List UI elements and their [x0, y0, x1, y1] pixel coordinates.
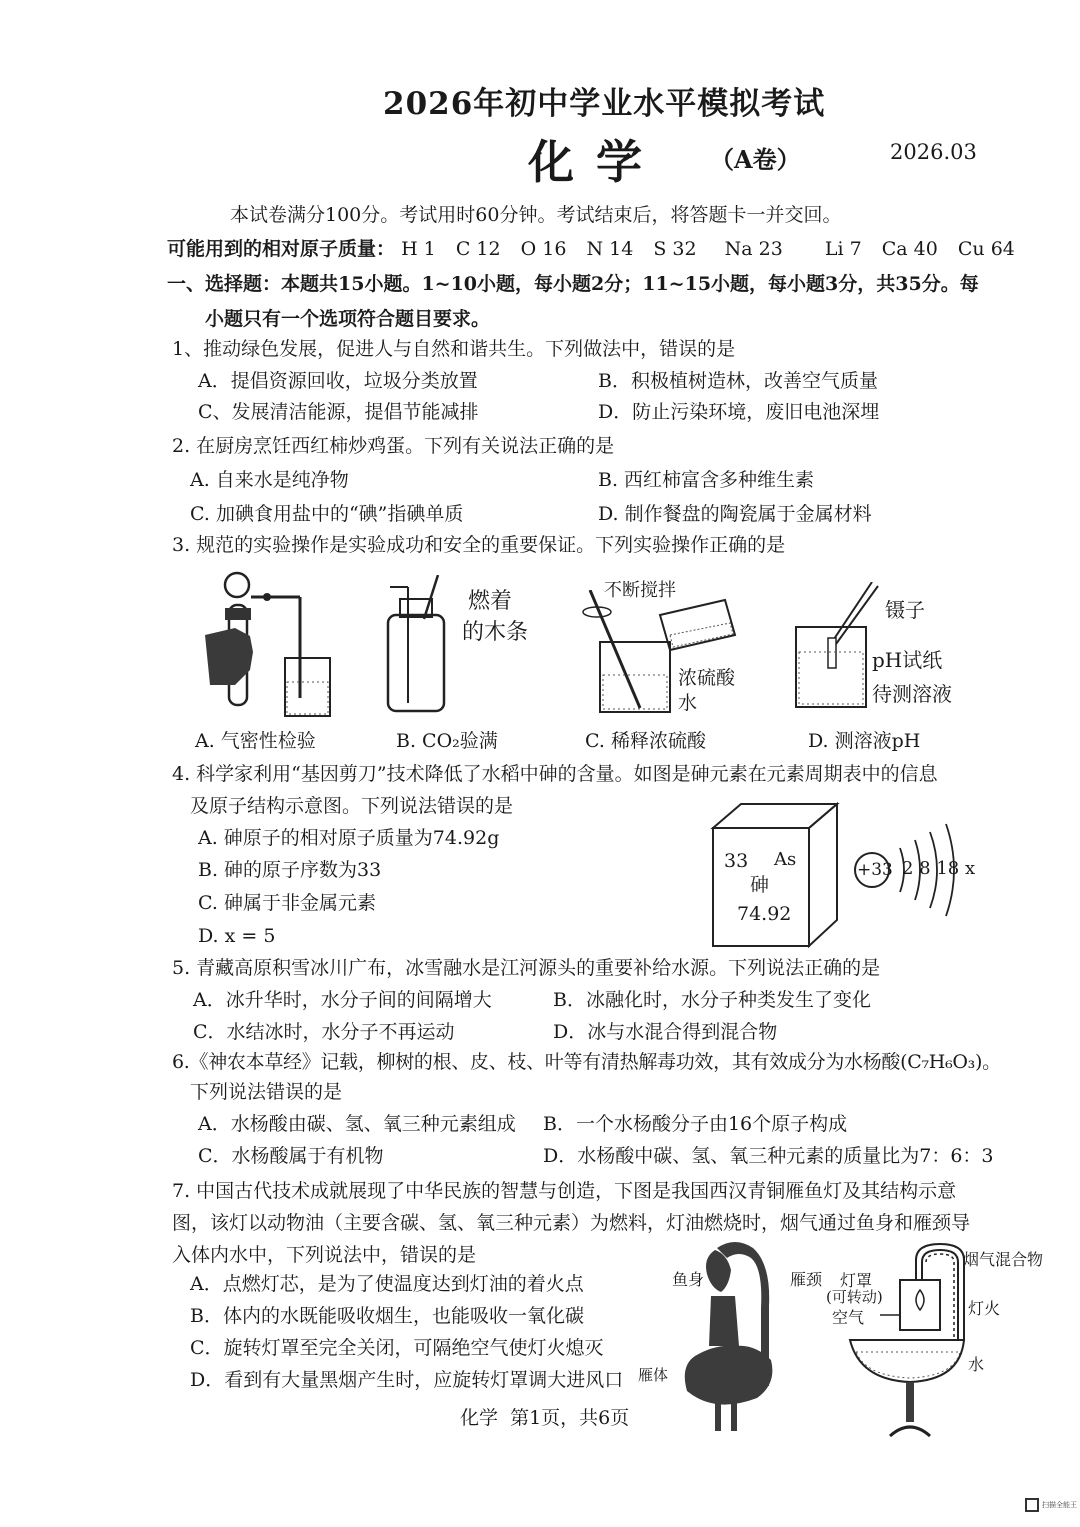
- beaker-c-liquid: [603, 675, 667, 709]
- lamp-goose-neck-label: 雁颈: [790, 1270, 823, 1289]
- lamp-body-silhouette: [709, 1296, 739, 1346]
- question-4-stem-line1: 4. 科学家利用“基因剪刀”技术降低了水稻中砷的含量。如图是砷元素在元素周期表中的信息: [172, 763, 938, 785]
- q3-c-water-label: 水: [678, 692, 698, 714]
- lamp-shade-label-2: (可转动): [826, 1288, 883, 1306]
- q3-d-solution-label: 待测溶液: [872, 682, 952, 706]
- q3-figure-b-co2-check: [380, 575, 460, 715]
- question-5-stem: 5. 青藏高原积雪冰川广布，冰雪融水是江河源头的重要补给水源。下列说法正确的是: [172, 957, 881, 979]
- lamp-water-label: 水: [968, 1355, 985, 1374]
- q3-d-ph-paper-label: pH试纸: [872, 648, 943, 672]
- atomic-masses-label: 可能用到的相对原子质量：: [167, 238, 396, 260]
- paper-version: （A卷）: [710, 145, 801, 174]
- structure-base: [890, 1427, 930, 1436]
- exam-note: 本试卷满分100分。考试用时60分钟。考试结束后，将答题卡一并交回。: [230, 204, 842, 226]
- question-2-option-c: C. 加碘食用盐中的“碘”指碘单质: [190, 503, 464, 525]
- question-6-option-c: C．水杨酸属于有机物: [198, 1145, 384, 1167]
- structure-basin: [850, 1340, 964, 1382]
- rubber-bulb-shape: [225, 573, 249, 597]
- question-4-option-a: A. 砷原子的相对原子质量为74.92g: [198, 827, 500, 849]
- element-box-arsenic: [705, 800, 845, 950]
- question-2-option-b: B. 西红柿富含多种维生素: [598, 469, 815, 491]
- question-6-option-b: B．一个水杨酸分子由16个原子构成: [543, 1113, 848, 1135]
- atom-nucleus-charge: +33: [857, 860, 893, 880]
- exam-title: 2026年初中学业水平模拟考试: [383, 86, 826, 122]
- question-1-option-d: D．防止污染环境，废旧电池深埋: [598, 401, 880, 423]
- question-7-option-c: C．旋转灯罩至完全关闭，可隔绝空气使灯火熄灭: [190, 1337, 604, 1359]
- question-1-option-c: C、发展清洁能源，提倡节能减排: [198, 401, 479, 423]
- element-mass: 74.92: [737, 903, 792, 925]
- lamp-shade-label-1: 灯罩: [840, 1271, 873, 1290]
- goose-body-silhouette: [685, 1346, 773, 1405]
- structure-stand: [906, 1382, 914, 1422]
- question-3-option-c: C. 稀释浓硫酸: [585, 730, 706, 752]
- question-3-option-d: D. 测溶液pH: [808, 730, 921, 752]
- section-heading-line1: 一、选择题：本题共15小题。1~10小题，每小题2分；11~15小题，每小题3分，共35分。每: [167, 273, 979, 295]
- question-3-stem: 3. 规范的实验操作是实验成功和安全的重要保证。下列实验操作正确的是: [172, 534, 786, 556]
- atomic-mass-li: Li 7: [824, 238, 862, 260]
- question-5-option-b: B．冰融化时，水分子种类发生了变化: [553, 989, 871, 1011]
- q3-c-top-label: 不断搅拌: [604, 580, 676, 601]
- question-4-option-b: B. 砷的原子序数为33: [198, 859, 382, 881]
- q3-figure-a-airtightness: [195, 560, 365, 720]
- ph-paper: [828, 638, 836, 668]
- tweezers-2: [836, 586, 878, 644]
- atomic-mass-ca: Ca 40: [881, 238, 938, 260]
- valve-shape: [263, 593, 271, 601]
- question-5-option-d: D．冰与水混合得到混合物: [553, 1021, 778, 1043]
- question-1-option-a: A．提倡资源回收，垃圾分类放置: [198, 370, 478, 392]
- atomic-mass-h: H 1: [401, 238, 436, 260]
- question-5-option-c: C．水结冰时，水分子不再运动: [193, 1021, 455, 1043]
- section-heading-line2: 小题只有一个选项符合题目要求。: [205, 308, 491, 330]
- question-6-stem-line2: 下列说法错误的是: [190, 1081, 343, 1103]
- atomic-mass-na: Na 23: [724, 238, 783, 260]
- goose-fish-lamp-figure: [665, 1236, 790, 1436]
- question-4-option-d: D. x = 5: [198, 925, 276, 947]
- element-symbol: As: [774, 849, 797, 870]
- question-6-stem-line1: 6.《神农本草经》记载，柳树的根、皮、枝、叶等有清热解毒功效，其有效成分为水杨酸(C₇H₆O₃)。: [172, 1051, 1001, 1073]
- question-7-option-b: B．体内的水既能吸收烟生，也能吸收一氧化碳: [190, 1305, 584, 1327]
- box-top-face: [713, 804, 837, 828]
- q3-b-note-1: 燃着: [468, 589, 513, 614]
- lamp-fish-body-label: 鱼身: [672, 1270, 705, 1289]
- q3-d-tweezers-label: 镊子: [885, 598, 925, 622]
- atomic-mass-o: O 16: [520, 238, 567, 260]
- question-3-option-a: A. 气密性检验: [195, 730, 316, 752]
- qr-code-icon: [1025, 1498, 1039, 1512]
- leg-left: [715, 1401, 721, 1431]
- question-6-option-a: A．水杨酸由碳、氢、氧三种元素组成: [198, 1113, 516, 1135]
- atom-shell-electrons: 2 8 18 x: [902, 858, 976, 879]
- stopper-shape: [225, 608, 251, 620]
- q3-figure-c-dilution: [575, 590, 745, 720]
- question-2-stem: 2. 在厨房烹饪西红柿炒鸡蛋。下列有关说法正确的是: [172, 435, 615, 457]
- scanner-watermark: 扫描全能王: [1042, 1501, 1077, 1509]
- beaker-water: [287, 682, 328, 714]
- lamp-goose-body-label: 雁体: [638, 1366, 669, 1384]
- page-footer: 化学 第1页，共6页: [460, 1407, 630, 1429]
- question-1-stem: 1、推动绿色发展，促进人与自然和谐共生。下列做法中，错误的是: [172, 338, 736, 360]
- leg-right: [731, 1401, 737, 1431]
- question-2-option-a: A. 自来水是纯净物: [190, 469, 349, 491]
- q3-c-acid-label: 浓硫酸: [678, 667, 736, 689]
- gas-bottle-shape: [388, 615, 444, 711]
- lamp-flame-label: 灯火: [968, 1299, 1001, 1318]
- atomic-mass-cu: Cu 64: [957, 238, 1015, 260]
- subject-title: 化学: [528, 135, 664, 189]
- question-5-option-a: A．冰升华时，水分子间的间隔增大: [193, 989, 492, 1011]
- acid-bottle-shape: [660, 600, 735, 650]
- exam-date: 2026.03: [890, 140, 977, 164]
- atomic-mass-s: S 32: [653, 238, 697, 260]
- atomic-mass-c: C 12: [455, 238, 501, 260]
- atomic-mass-n: N 14: [586, 238, 634, 260]
- question-7-stem: 7. 中国古代技术成就展现了中华民族的智慧与创造，下图是我国西汉青铜雁鱼灯及其结构示意图，该灯以动物油（主要含碳、氢、氧三种元素）为燃料，灯油燃烧时，烟气通过鱼身和雁颈导入体内水中，下列说法中，错误的是: [172, 1180, 971, 1266]
- structure-flame: [916, 1290, 924, 1310]
- element-atomic-number: 33: [724, 850, 749, 872]
- question-4-stem-line2: 及原子结构示意图。下列说法错误的是: [190, 795, 514, 817]
- question-6-option-d: D．水杨酸中碳、氢、氧三种元素的质量比为7：6：3: [543, 1145, 994, 1167]
- element-name: 砷: [750, 874, 770, 896]
- beaker-c-shape: [600, 642, 670, 712]
- structure-shade: [900, 1280, 940, 1330]
- question-2-option-d: D. 制作餐盘的陶瓷属于金属材料: [598, 503, 872, 525]
- question-7-option-a: A．点燃灯芯，是为了使温度达到灯油的着火点: [190, 1273, 584, 1295]
- question-7-option-d: D．看到有大量黑烟产生时，应旋转灯罩调大进风口: [190, 1369, 624, 1391]
- lamp-air-label: 空气: [832, 1308, 865, 1327]
- question-3-option-b: B. CO₂验满: [396, 730, 498, 752]
- question-4-option-c: C. 砷属于非金属元素: [198, 892, 376, 914]
- lamp-smoke-label: 烟气混合物: [963, 1250, 1044, 1269]
- question-1-option-b: B．积极植树造林，改善空气质量: [598, 370, 878, 392]
- beaker-shape: [285, 658, 330, 716]
- q3-b-note-2: 的木条: [462, 620, 529, 645]
- box-side-face: [809, 804, 837, 946]
- atomic-masses-line: [167, 235, 1015, 263]
